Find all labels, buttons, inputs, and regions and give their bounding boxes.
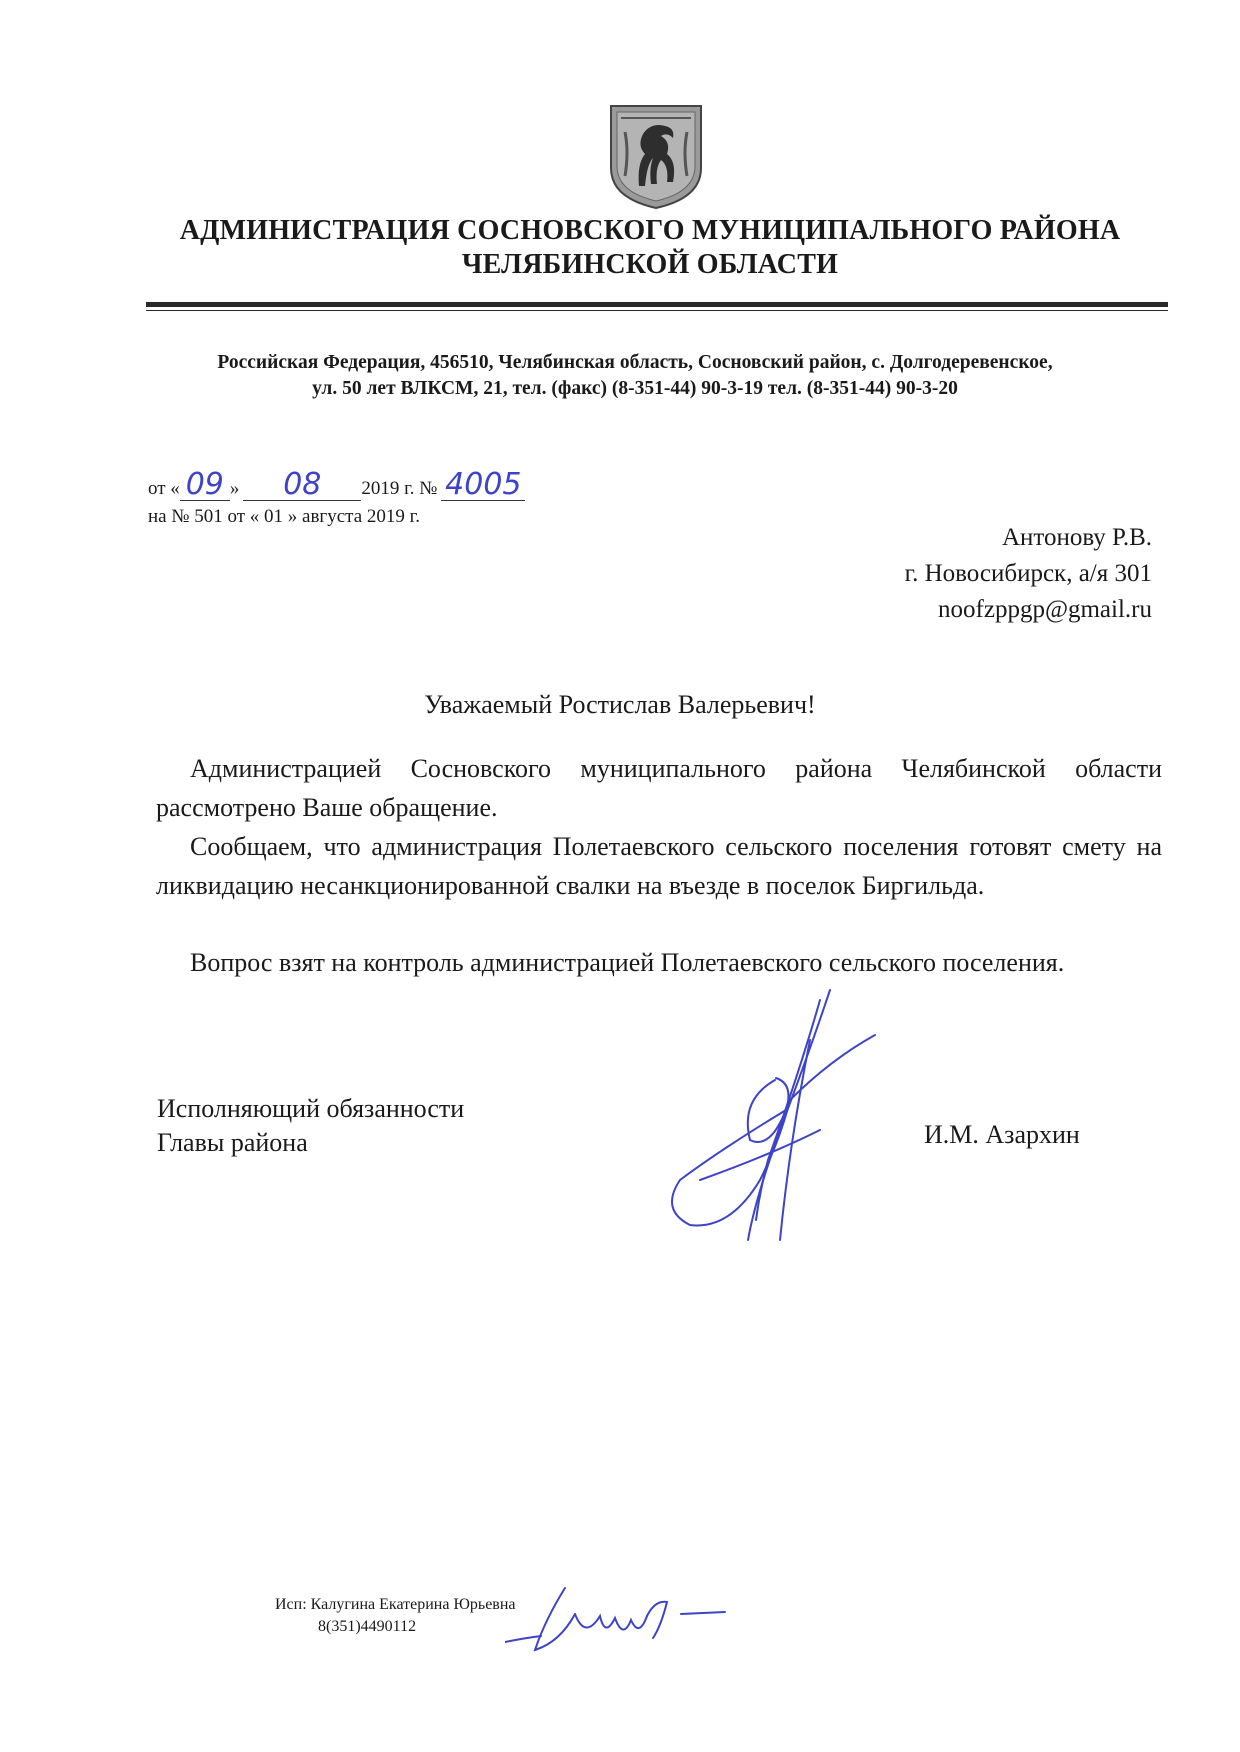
reply-reference-line: на № 501 от « 01 » августа 2019 г. <box>148 506 421 527</box>
header-divider-thin <box>146 310 1168 311</box>
body-paragraph-2: Сообщаем, что администрация Полетаевского сельского поселения готовят смету на ликвидацию несанкционированной свалки на въезде в поселок Биргильда. <box>156 832 1162 900</box>
number-label: г. № <box>399 478 438 499</box>
address-line1: Российская Федерация, 456510, Челябинская область, Сосновский район, с. Долгодеревенское, <box>217 352 1053 373</box>
body-paragraph-3: Вопрос взят на контроль администрацией Полетаевского сельского поселения. <box>190 948 1065 977</box>
address-line2: ул. 50 лет ВЛКСМ, 21, тел. (факс) (8-351-44) 90-3-19 тел. (8-351-44) 90-3-20 <box>312 378 958 399</box>
signer-position-line1: Исполняющий обязанности <box>157 1094 465 1123</box>
organization-name-line1: АДМИНИСТРАЦИЯ СОСНОВСКОГО МУНИЦИПАЛЬНОГО РАЙОНА <box>179 215 1121 246</box>
handwritten-signature <box>660 980 910 1250</box>
date-mid-quote: » <box>229 478 240 499</box>
signer-position-line2: Главы района <box>157 1128 308 1157</box>
salutation: Уважаемый Ростислав Валерьевич! <box>424 690 816 719</box>
signer-name: И.М. Азархин <box>924 1120 1080 1149</box>
recipient-address: г. Новосибирск, а/я 301 <box>904 560 1152 587</box>
registration-line <box>148 467 525 502</box>
executor-phone: 8(351)4490112 <box>318 1618 417 1635</box>
handwritten-month: 08 <box>283 467 322 502</box>
coat-of-arms-emblem <box>607 102 705 210</box>
handwritten-number: 4005 <box>445 467 522 502</box>
recipient-email: noofzppgp@gmail.ru <box>938 596 1152 623</box>
header-divider-thick <box>146 302 1168 307</box>
registration-year: 2019 <box>361 478 400 499</box>
body-paragraph-1: Администрацией Сосновского муниципального района Челябинской области рассмотрено Ваше обращение. <box>156 754 1162 822</box>
organization-name-line2: ЧЕЛЯБИНСКОЙ ОБЛАСТИ <box>461 249 839 280</box>
executor-initials <box>505 1580 735 1660</box>
date-prefix: от « <box>148 478 180 499</box>
executor-name: Исп: Калугина Екатерина Юрьевна <box>275 1596 516 1613</box>
recipient-name: Антонову Р.В. <box>1001 524 1152 551</box>
handwritten-day: 09 <box>185 467 224 502</box>
